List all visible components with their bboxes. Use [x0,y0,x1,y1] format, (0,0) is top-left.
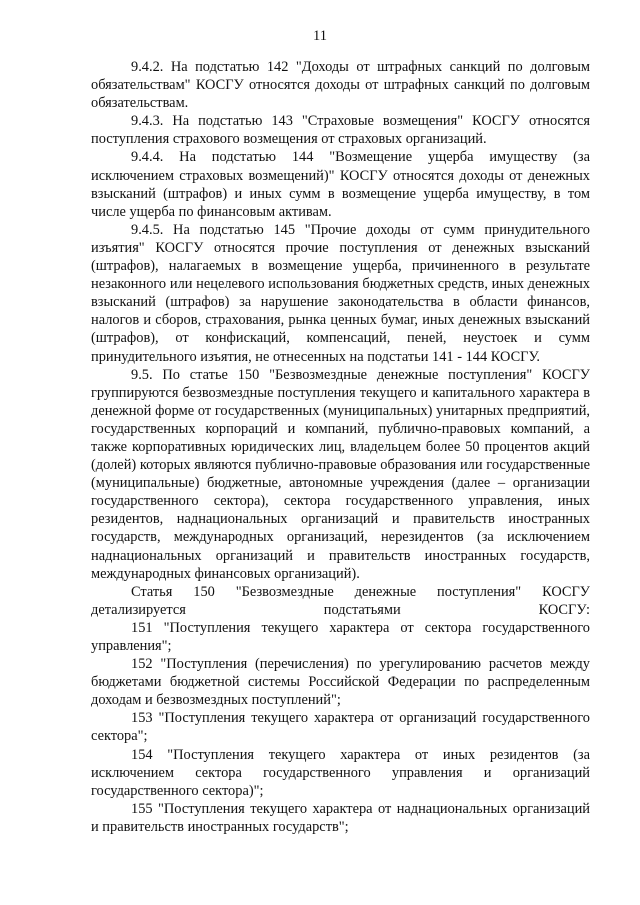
list-item-151: 151 "Поступления текущего характера от сектора государственного управления"; [91,619,590,654]
paragraph-9-4-3: 9.4.3. На подстатью 143 "Страховые возмещения" КОСГУ относятся поступления страхового возмещения от страховых организаций. [91,113,590,148]
list-item-153: 153 "Поступления текущего характера от организаций государственного сектора"; [91,710,590,745]
paragraph-article-150-detail: Статья 150 "Безвозмездные денежные поступления" КОСГУ детализируется подстатьями КОСГУ: [91,583,590,618]
paragraph-9-5: 9.5. По статье 150 "Безвозмездные денежные поступления" КОСГУ группируются безвозмездные поступления текущего и капитального характера в денежной форме от государственных (муниципальных) унитарных предприятий, государственных корпораций и компаний, публично-правовых компаний, а также корпоративных юридических лиц, владельцем более 50 процентов акций (долей) которых являются публично-правовые образования или государственные (муниципальные) бюджетные, автономные учреждения (далее – организации государственного сектора), сектора государственного управления, иных резидентов, наднациональных организаций и правительств иностранных государств, международных организаций, нерезидентов (за исключением наднациональных организаций и правительств иностранных государств, международных финансовых организаций). [91,366,590,582]
list-item-152: 152 "Поступления (перечисления) по урегулированию расчетов между бюджетами бюджетной системы Российской Федерации по распределенным доходам и безвозмездных поступлений"; [91,656,590,709]
paragraph-9-4-4: 9.4.4. На подстатью 144 "Возмещение ущерба имуществу (за исключением страховых возмещений)" КОСГУ относятся доходы от денежных взысканий (штрафов) и иных сумм в возмещение ущерба имуществу, в том числе ущерба по финансовым активам. [91,149,590,220]
list-item-154: 154 "Поступления текущего характера от иных резидентов (за исключением сектора государственного управления и организаций государственного сектора)"; [91,746,590,799]
page-number: 11 [313,28,327,44]
paragraph-9-4-2: 9.4.2. На подстатью 142 "Доходы от штрафных санкций по долговым обязательствам" КОСГУ относятся доходы от штрафных санкций по долговым обязательствам. [91,59,590,112]
paragraph-9-4-5: 9.4.5. На подстатью 145 "Прочие доходы от сумм принудительного изъятия" КОСГУ относятся прочие поступления от денежных взысканий (штрафов), налагаемых в возмещение ущерба, причиненного в результате незаконного или нецелевого использования бюджетных средств, иных денежных взысканий (штрафов) за нарушение законодательства в области финансов, налогов и сборов, страхования, рынка ценных бумаг, иных денежных взысканий (штрафов), от конфискаций, компенсаций, пеней, неустоек и сумм принудительного изъятия, не отнесенных на подстатьи 141 - 144 КОСГУ. [91,221,590,365]
list-item-155: 155 "Поступления текущего характера от наднациональных организаций и правительств иностранных государств"; [91,800,590,835]
document-body [91,58,590,836]
